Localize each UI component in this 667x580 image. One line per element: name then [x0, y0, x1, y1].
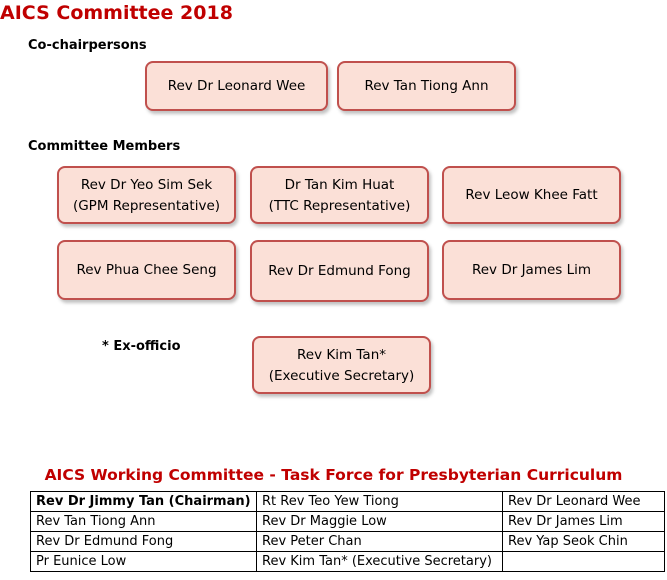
cochair-name: Rev Tan Tiong Ann	[364, 78, 489, 94]
table-cell: Rev Dr Leonard Wee	[503, 492, 665, 512]
table-cell: Rev Dr Maggie Low	[257, 512, 503, 532]
table-cell: Rev Yap Seok Chin	[503, 532, 665, 552]
member-box-1	[57, 166, 236, 224]
member-box-3	[442, 166, 621, 224]
task-force-table	[30, 491, 665, 572]
table-cell: Rev Tan Tiong Ann	[31, 512, 257, 532]
table-cell: Rev Dr Jimmy Tan (Chairman)	[31, 492, 257, 512]
table-cell: Rev Peter Chan	[257, 532, 503, 552]
member-box-6	[442, 240, 621, 300]
committee-members-heading: Committee Members	[28, 139, 181, 154]
table-cell	[503, 552, 665, 572]
member-name: Rev Kim Tan*	[297, 347, 386, 363]
member-name: Rev Dr Yeo Sim Sek	[80, 177, 213, 193]
member-box-4	[57, 240, 236, 300]
table-cell: Pr Eunice Low	[31, 552, 257, 572]
page-title: AICS Committee 2018	[0, 2, 233, 24]
table-row	[31, 532, 665, 552]
member-role: (Executive Secretary)	[268, 368, 415, 384]
member-name: Dr Tan Kim Huat	[284, 177, 395, 193]
ex-officio-box	[252, 336, 431, 394]
member-box-2	[250, 166, 429, 224]
cochair-box-1	[145, 61, 328, 111]
member-name: Rev Phua Chee Seng	[76, 262, 217, 278]
ex-officio-label: * Ex-officio	[102, 339, 181, 354]
table-cell: Rt Rev Teo Yew Tiong	[257, 492, 503, 512]
table-row	[31, 492, 665, 512]
table-cell: Rev Kim Tan* (Executive Secretary)	[257, 552, 503, 572]
table-cell: Rev Dr Edmund Fong	[31, 532, 257, 552]
task-force-title: AICS Working Committee - Task Force for Presbyterian Curriculum	[44, 466, 623, 484]
table-cell: Rev Dr James Lim	[503, 512, 665, 532]
member-role: (TTC Representative)	[268, 198, 411, 214]
cochair-box-2	[337, 61, 516, 111]
member-name: Rev Dr James Lim	[471, 262, 592, 278]
member-box-5	[250, 240, 429, 302]
cochairpersons-heading: Co-chairpersons	[28, 38, 147, 53]
member-name: Rev Leow Khee Fatt	[465, 187, 598, 203]
member-name: Rev Dr Edmund Fong	[268, 263, 411, 279]
table-row	[31, 552, 665, 572]
cochair-name: Rev Dr Leonard Wee	[167, 78, 306, 94]
table-row	[31, 512, 665, 532]
member-role: (GPM Representative)	[72, 198, 221, 214]
